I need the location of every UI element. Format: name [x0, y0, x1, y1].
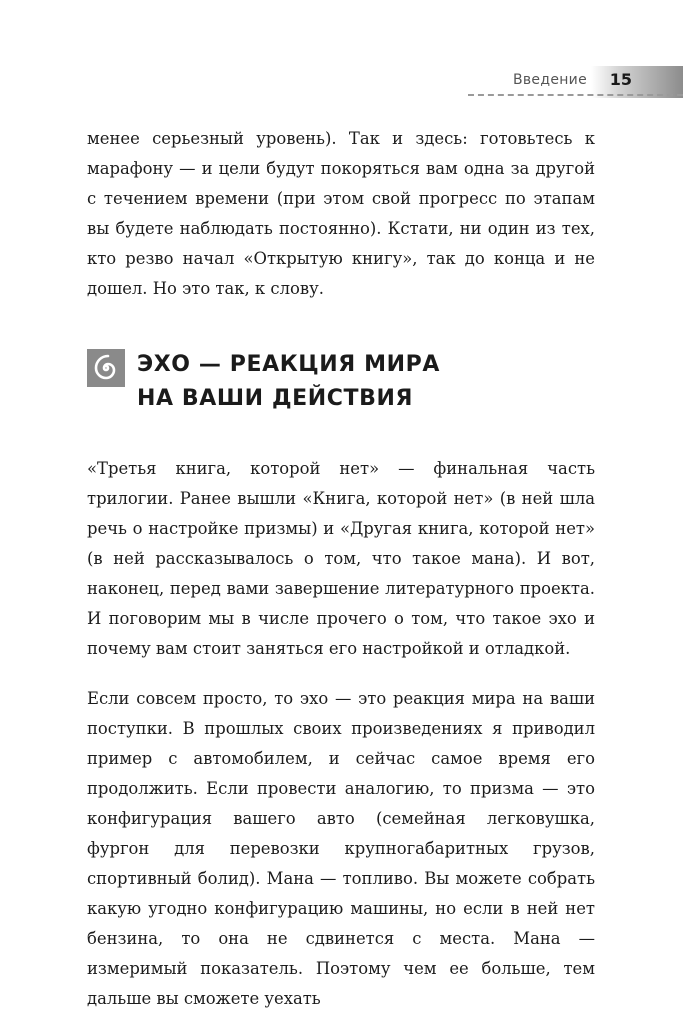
running-header-section: Введение: [512, 72, 587, 88]
section-title-line-2: НА ВАШИ ДЕЙСТВИЯ: [137, 386, 414, 411]
page-number: 15: [609, 70, 632, 89]
spiral-icon: [87, 349, 125, 387]
paragraph-intro: менее серьезный уровень). Так и здесь: готовьтесь к марафону — и цели будут покоряться вам одна за другой с течением времени (при этом свой прогресс по этапам вы будете наблюдать постоянно). Кстати, ни один из тех, кто резво начал «Открытую книгу», так до конца и не дошел. Но это так, к слову.: [87, 129, 595, 298]
paragraph-echo: Если совсем просто, то эхо — это реакция мира на ваши поступки. В прошлых своих произведениях я приводил пример с автомобилем, и сейчас самое время его продолжить. Если провести аналогию, то призма — это конфигурация вашего авто (семейная легковушка, фургон для перевозки крупногабаритных грузов, спортивный болид). Мана — топливо. Вы можете собрать какую угодно конфигурацию машины, но если в ней нет бензина, то она не сдвинется с места. Мана — измеримый показатель. Поэтому чем ее больше, тем дальше вы сможете уехать: [87, 689, 595, 1008]
page-body: [87, 124, 595, 1014]
section-title: [137, 348, 595, 416]
section-heading: [87, 348, 595, 418]
paragraph-trilogy: «Третья книга, которой нет» — финальная часть трилогии. Ранее вышли «Книга, которой нет» (в ней шла речь о настройке призмы) и «Другая книга, которой нет» (в ней рассказывалось о том, что такое мана). И вот, наконец, перед вами завершение литературного проекта. И поговорим мы в числе прочего о том, что такое эхо и почему вам стоит заняться его настройкой и отладкой.: [87, 459, 595, 658]
running-header: [468, 66, 683, 98]
header-dashed-rule: [468, 94, 683, 96]
section-title-line-1: ЭХО — РЕАКЦИЯ МИРА: [137, 352, 440, 377]
